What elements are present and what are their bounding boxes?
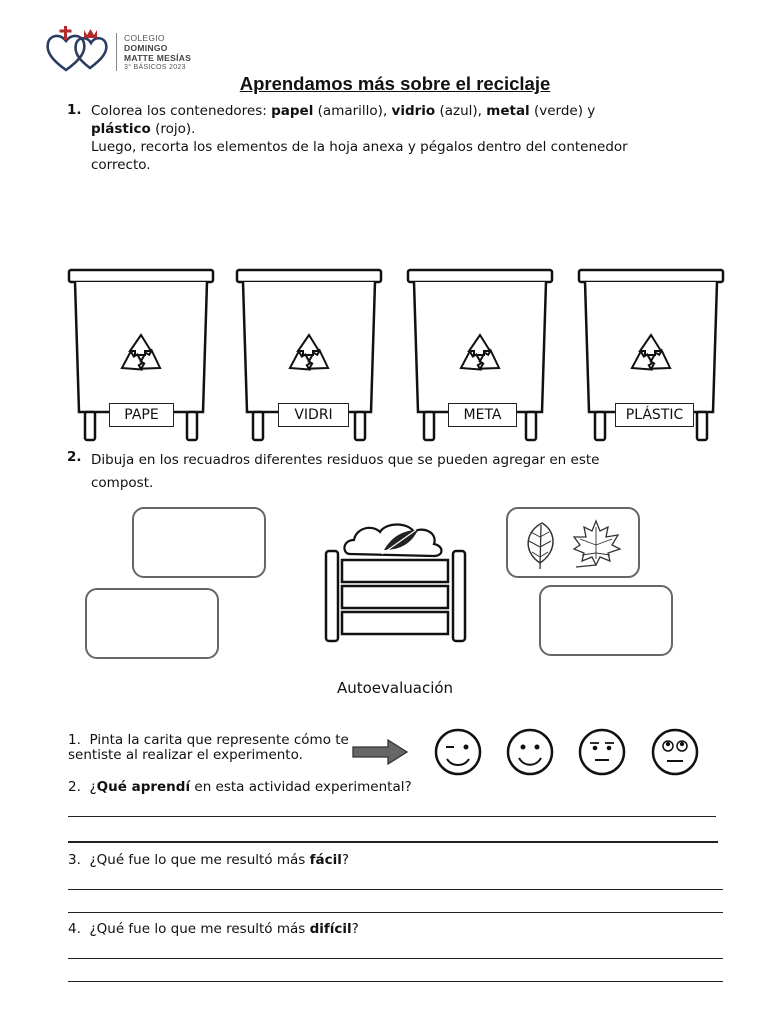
q1-line-4: correcto. (91, 157, 151, 173)
drawing-box-2[interactable] (85, 588, 219, 659)
autoeval-item-3: 3. ¿Qué fue lo que me resultó más fácil? (68, 852, 350, 868)
q1-line-1: Colorea los contenedores: papel (amarillo), vidrio (azul), metal (verde) y (91, 103, 596, 119)
q1-line-2: plástico (rojo). (91, 121, 196, 137)
autoeval-item-1-line-2: sentiste al realizar el experimento. (68, 747, 303, 763)
autoeval-item-1-line-1: Pinta la carita que represente cómo te (89, 732, 349, 748)
answer-line-4a[interactable] (68, 958, 723, 959)
q1-plastico: plástico (91, 121, 151, 137)
school-name (124, 33, 191, 73)
face-neutral-icon[interactable] (580, 730, 624, 774)
q1-line-3: Luego, recorta los elementos de la hoja anexa y pégalos dentro del contenedor (91, 139, 628, 155)
drawing-box-1[interactable] (132, 507, 266, 578)
face-happy-icon[interactable] (508, 730, 552, 774)
q1-number: 1. (67, 102, 82, 118)
faces-scale (430, 728, 710, 776)
drawing-box-4[interactable] (539, 585, 673, 656)
school-line-4: 3° BÁSICOS 2023 (124, 64, 186, 71)
school-logo (44, 26, 114, 72)
bin-label-metal: META (448, 403, 517, 427)
arrow-right-icon (350, 738, 412, 768)
answer-line-2b[interactable] (68, 841, 718, 843)
page-title: Aprendamos más sobre el reciclaje (239, 73, 551, 94)
bin-label-papel: PAPE (109, 403, 174, 427)
answer-line-2a[interactable] (68, 816, 716, 817)
face-wink-icon[interactable] (436, 730, 480, 774)
face-eye-roll-icon[interactable] (653, 730, 697, 774)
q2-text (91, 449, 751, 495)
item-3-bold: fácil (309, 852, 342, 868)
compost-bin (320, 518, 470, 658)
q2-line-1: Dibuja en los recuadros diferentes residuos que se pueden agregar en este (91, 452, 600, 468)
q1-papel: papel (271, 103, 314, 119)
answer-line-3a[interactable] (68, 889, 723, 890)
school-line-2: DOMINGO (124, 43, 168, 53)
autoeval-item-1: 1. Pinta la carita que represente cómo te sentiste al realizar el experimento. (68, 733, 398, 763)
bin-label-plastico: PLÁSTIC (615, 403, 694, 427)
autoeval-item-4: 4. ¿Qué fue lo que me resultó más difícil? (68, 921, 359, 937)
bin-label-vidrio: VIDRI (278, 403, 349, 427)
q1-text (91, 102, 751, 174)
q2-number: 2. (67, 449, 82, 465)
hearts-logo-icon (44, 26, 114, 72)
autoeval-item-2: 2. ¿Qué aprendí en esta actividad experimental? (68, 779, 412, 795)
maple-leaf-icon (574, 521, 620, 567)
school-line-3: MATTE MESÍAS (124, 53, 192, 63)
logo-divider (116, 33, 117, 71)
leaf-icon (528, 523, 553, 569)
item-4-bold: difícil (309, 921, 352, 937)
item-2-bold: Qué aprendí (96, 779, 191, 795)
leaves-example (516, 515, 628, 571)
q1-vidrio: vidrio (391, 103, 436, 119)
school-line-1: COLEGIO (124, 33, 165, 43)
answer-line-3b[interactable] (68, 912, 723, 913)
q1-metal: metal (486, 103, 530, 119)
q2-line-2: compost. (91, 475, 154, 491)
autoeval-heading: Autoevaluación (336, 679, 454, 697)
answer-line-4b[interactable] (68, 981, 723, 982)
